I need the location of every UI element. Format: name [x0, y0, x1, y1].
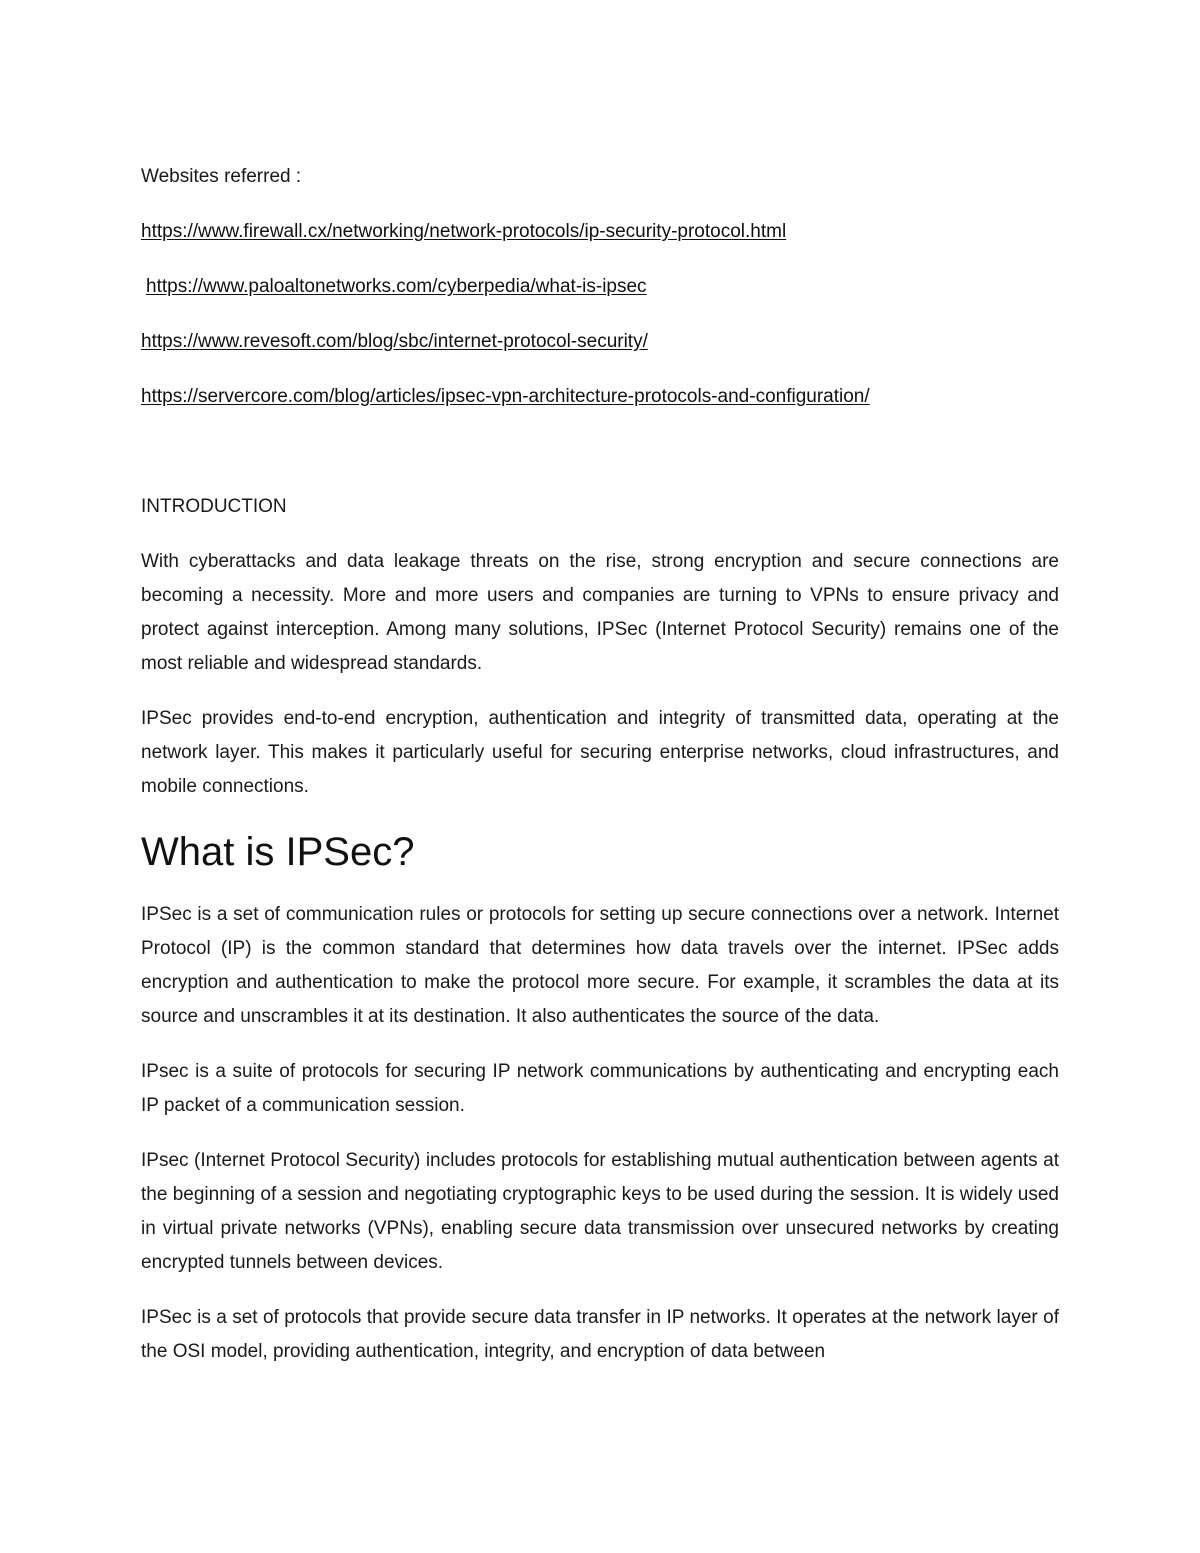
what-is-paragraph-1: IPSec is a set of communication rules or protocols for setting up secure connections over a network. Internet Protocol (IP) is the common standard that determines how data travels over the internet. IPSec adds encryption and authentication to make the protocol more secure. For example, it scrambles the data at its source and unscrambles it at its destination. It also authenticates the source of the data. — [141, 904, 1059, 1027]
section-heading-what-is-ipsec: What is IPSec? — [141, 830, 415, 874]
reference-link-firewall[interactable]: https://www.firewall.cx/networking/network-protocols/ip-security-protocol.html — [141, 221, 787, 242]
what-is-paragraph-4: IPSec is a set of protocols that provide secure data transfer in IP networks. It operates at the network layer of the OSI model, providing authentication, integrity, and encryption of data between — [141, 1307, 1059, 1362]
what-is-paragraph-2: IPsec is a suite of protocols for securing IP network communications by authenticating and encrypting each IP packet of a communication session. — [141, 1061, 1059, 1116]
reference-link-revesoft[interactable]: https://www.revesoft.com/blog/sbc/internet-protocol-security/ — [141, 331, 648, 352]
reference-link-servercore[interactable]: https://servercore.com/blog/articles/ipsec-vpn-architecture-protocols-and-configuration/ — [141, 386, 870, 407]
reference-link-paloalto[interactable]: https://www.paloaltonetworks.com/cyberpedia/what-is-ipsec — [146, 276, 647, 297]
references-label: Websites referred : — [141, 166, 302, 187]
introduction-paragraph-2: IPSec provides end-to-end encryption, authentication and integrity of transmitted data, operating at the network layer. This makes it particularly useful for securing enterprise networks, cloud infrastructures, and mobile connections. — [141, 708, 1059, 797]
introduction-paragraph-1: With cyberattacks and data leakage threats on the rise, strong encryption and secure connections are becoming a necessity. More and more users and companies are turning to VPNs to ensure privacy and protect against interception. Among many solutions, IPSec (Internet Protocol Security) remains one of the most reliable and widespread standards. — [141, 551, 1059, 674]
document-page — [141, 160, 1059, 1390]
what-is-paragraph-3: IPsec (Internet Protocol Security) includes protocols for establishing mutual authentication between agents at the beginning of a session and negotiating cryptographic keys to be used during the session. It is widely used in virtual private networks (VPNs), enabling secure data transmission over unsecured networks by creating encrypted tunnels between devices. — [141, 1150, 1059, 1273]
introduction-label: INTRODUCTION — [141, 496, 287, 517]
